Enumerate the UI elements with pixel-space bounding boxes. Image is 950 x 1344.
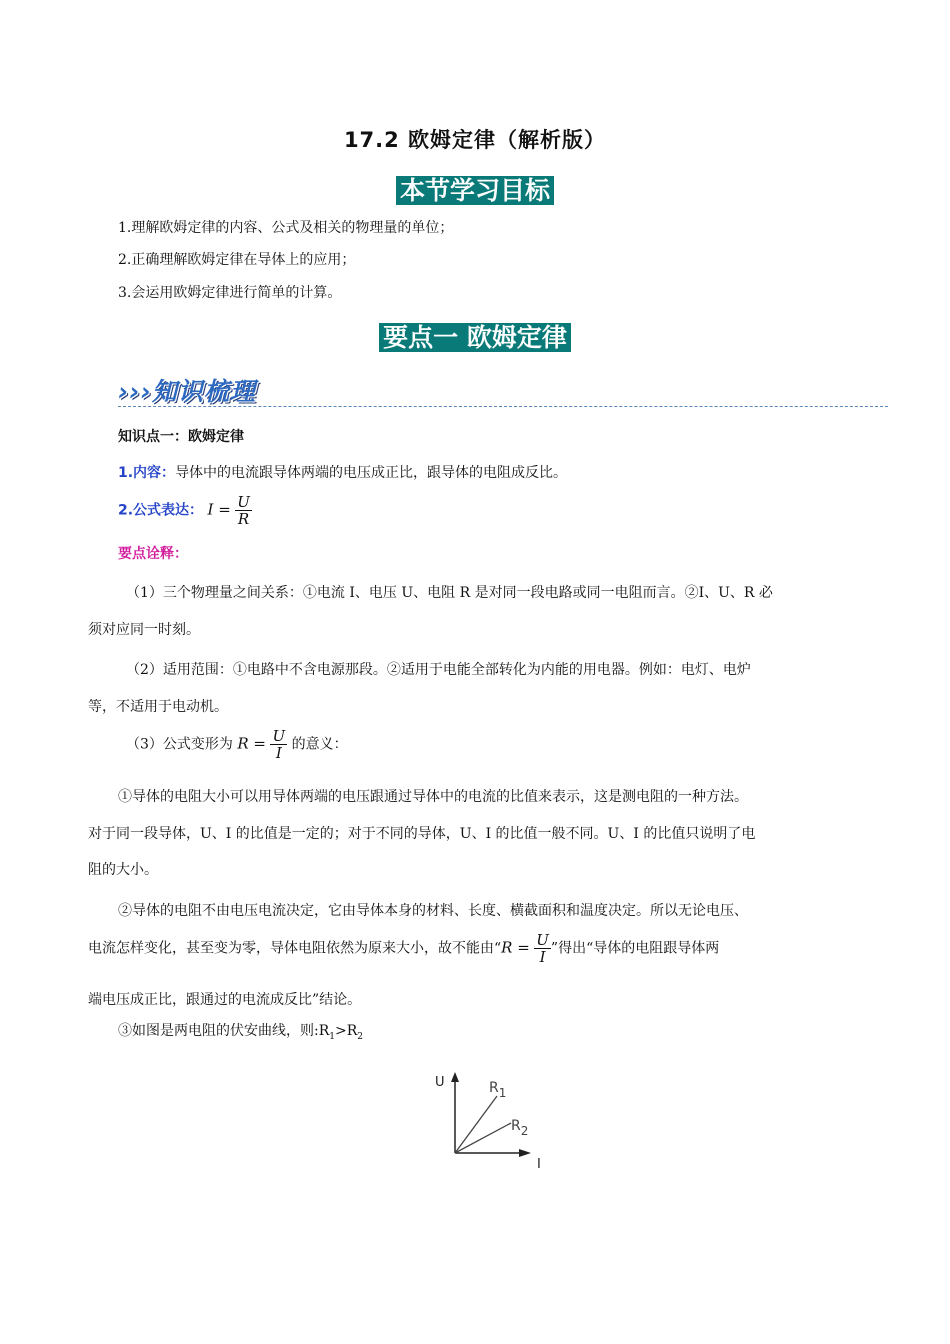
formula-lhs: I = [207, 500, 231, 519]
para3-line [118, 1021, 363, 1047]
para2-numerator: U [536, 931, 549, 949]
para2-formula-lhs: R = [501, 938, 530, 957]
line-r2-letter: R [511, 1118, 521, 1134]
para3-mid: >R [335, 1023, 358, 1039]
note3-formula-lhs: R = [237, 734, 267, 753]
para1-line-a: ①导体的电阻大小可以用导体两端的电压跟通过导体中的电流的比值来表示，这是测电阻的一种方法。 [118, 789, 748, 805]
goal-item-2: 2.正确理解欧姆定律在导体上的应用； [118, 252, 356, 268]
iu-graph [425, 1068, 565, 1178]
line-r1 [455, 1096, 497, 1153]
note3-suffix: 的意义： [291, 736, 348, 753]
document-title: 17.2 欧姆定律（解析版） [343, 128, 607, 152]
point1-banner: 要点一 欧姆定律 [379, 323, 571, 352]
formula-line [118, 494, 252, 527]
note1-line-a: （1）三个物理量之间关系：①电流 I、电压 U、电阻 R 是对同一段电路或同一电阻而言。②I、U、R 必 [126, 585, 773, 601]
para1-line-b: 对于同一段导体，U、I 的比值是一定的；对于不同的导体，U、I 的比值一般不同。U、I 的比值只说明了电 [88, 826, 756, 842]
note2-line-b: 等，不适用于电动机。 [88, 699, 228, 715]
x-axis-label: I [537, 1157, 541, 1172]
note3-line [126, 728, 348, 761]
content-line [118, 463, 567, 483]
para2-line-c: 端电压成正比，跟通过的电流成反比”结论。 [88, 992, 362, 1008]
para3-prefix: ③如图是两电阻的伏安曲线，则:R [118, 1023, 330, 1039]
note3-prefix: （3）公式变形为 [126, 736, 233, 753]
para3-sub2: 2 [357, 1031, 364, 1042]
para2-line-b [88, 932, 719, 965]
note2-line-a: （2）适用范围：①电路中不含电源那段。②适用于电能全部转化为内能的用电器。例如：电灯、电炉 [126, 662, 751, 678]
line-r2-sub: 2 [520, 1124, 529, 1138]
goal-item-1: 1.理解欧姆定律的内容、公式及相关的物理量的单位； [118, 220, 454, 236]
note1-line-b: 须对应同一时刻。 [88, 622, 200, 638]
goal-item-3: 3.会运用欧姆定律进行简单的计算。 [118, 285, 342, 301]
para2-denominator: I [539, 948, 546, 966]
notes-label: 要点诠释： [118, 546, 188, 562]
note3-denominator: I [275, 744, 282, 762]
formula-numerator: U [237, 493, 250, 511]
y-axis-arrow [451, 1072, 459, 1082]
para2-suffix: ”得出“导体的电阻跟导体两 [550, 940, 720, 957]
formula-fraction [235, 494, 252, 527]
line-r2-label [511, 1118, 528, 1138]
para1-line-c: 阻的大小。 [88, 862, 158, 878]
para2-formula-fraction [534, 932, 551, 965]
line-r2 [455, 1123, 511, 1153]
formula-label: 2.公式表达： [118, 502, 204, 519]
knowledge-point-title: 知识点一：欧姆定律 [118, 429, 244, 445]
content-label: 1.内容： [118, 465, 176, 481]
y-axis-label: U [435, 1075, 445, 1090]
formula-denominator: R [237, 510, 250, 528]
line-r1-sub: 1 [498, 1086, 507, 1100]
note3-formula-fraction [270, 728, 287, 761]
x-axis-arrow [519, 1149, 531, 1157]
line-r1-label [489, 1080, 506, 1100]
content-text: 导体中的电流跟导体两端的电压成正比，跟导体的电阻成反比。 [175, 465, 568, 481]
knowledge-header: ›››知识梳理 [118, 377, 256, 406]
para2-line-a: ②导体的电阻不由电压电流决定，它由导体本身的材料、长度、横截面积和温度决定。所以无论电压、 [118, 903, 748, 919]
para3-sub1: 1 [329, 1031, 335, 1042]
para2-prefix: 电流怎样变化，甚至变为零，导体电阻依然为原来大小，故不能由“ [88, 940, 502, 957]
note3-numerator: U [272, 727, 286, 745]
line-r1-letter: R [489, 1080, 499, 1096]
goals-banner: 本节学习目标 [396, 176, 554, 205]
section-divider [118, 406, 888, 407]
